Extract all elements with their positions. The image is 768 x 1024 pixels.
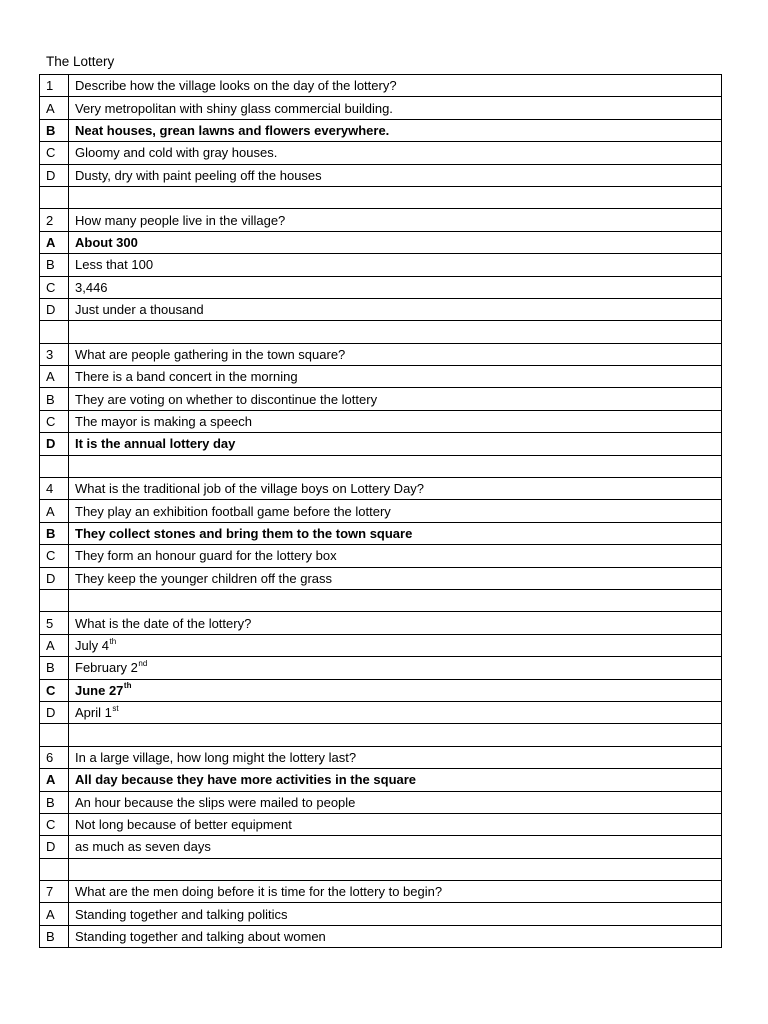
option-text: Just under a thousand [75,302,204,318]
option-text: It is the annual lottery day [75,436,236,452]
option-letter: D [40,164,69,186]
option-letter: C [40,813,69,835]
answer-option-row-correct [40,522,722,544]
question-text: What is the date of the lottery? [75,615,252,631]
option-text: Standing together and talking about women [75,929,326,945]
question-number: 4 [40,478,69,500]
option-text-cell [69,858,722,880]
option-text-cell [69,254,722,276]
option-text: Very metropolitan with shiny glass commercial building. [75,100,393,116]
option-letter: C [40,679,69,701]
spacer-row [40,455,722,477]
option-letter: A [40,634,69,656]
option-text: Dusty, dry with paint peeling off the houses [75,167,322,183]
answer-option-row [40,388,722,410]
option-letter [40,589,69,611]
option-text: April 1 [75,705,112,721]
option-text: There is a band concert in the morning [75,369,298,385]
answer-option-row-correct [40,231,722,253]
option-text-cell [69,925,722,947]
question-text-cell [69,746,722,768]
answer-option-row [40,903,722,925]
option-text-cell [69,186,722,208]
option-text-cell [69,903,722,925]
option-text: An hour because the slips were mailed to people [75,794,356,810]
option-letter [40,321,69,343]
answer-option-row-correct [40,679,722,701]
ordinal-suffix: th [123,681,132,691]
option-text: The mayor is making a speech [75,414,253,430]
question-text: In a large village, how long might the lottery last? [75,749,357,765]
option-text: July 4 [75,637,109,653]
question-row [40,343,722,365]
option-text: All day because they have more activities in the square [75,772,417,788]
answer-option-row [40,276,722,298]
spacer-row [40,858,722,880]
question-row [40,75,722,97]
question-row [40,746,722,768]
option-text-cell [69,567,722,589]
question-row [40,209,722,231]
option-letter: C [40,545,69,567]
question-text-cell [69,612,722,634]
option-letter: D [40,567,69,589]
question-text: How many people live in the village? [75,212,286,228]
question-row [40,478,722,500]
answer-option-row [40,545,722,567]
option-text: 3,446 [75,279,108,295]
option-text-cell [69,276,722,298]
option-text-cell [69,410,722,432]
option-letter: B [40,254,69,276]
option-text: Less that 100 [75,257,154,273]
option-text-cell [69,813,722,835]
option-text-cell [69,366,722,388]
quiz-table [39,74,722,948]
option-text-cell [69,433,722,455]
ordinal-suffix: st [112,703,119,713]
option-letter [40,186,69,208]
option-letter: C [40,410,69,432]
question-text: What are the men doing before it is time for the lottery to begin? [75,884,443,900]
option-letter: A [40,366,69,388]
option-text-cell [69,769,722,791]
question-number: 6 [40,746,69,768]
answer-option-row [40,410,722,432]
spacer-row [40,589,722,611]
option-letter: B [40,119,69,141]
spacer-row [40,321,722,343]
answer-option-row [40,97,722,119]
option-text-cell [69,164,722,186]
answer-option-row-correct [40,119,722,141]
option-text: They collect stones and bring them to the town square [75,526,413,541]
answer-option-row [40,657,722,679]
answer-option-row [40,791,722,813]
option-text-cell [69,724,722,746]
option-letter: A [40,231,69,253]
option-text-cell [69,791,722,813]
question-text: What are people gathering in the town square? [75,346,346,362]
question-number: 5 [40,612,69,634]
option-text: Not long because of better equipment [75,817,292,833]
option-letter: B [40,657,69,679]
option-text-cell [69,701,722,723]
question-text-cell [69,75,722,97]
option-text-cell [69,500,722,522]
answer-option-row [40,142,722,164]
option-letter: D [40,836,69,858]
spacer-row [40,724,722,746]
option-letter: C [40,142,69,164]
option-letter: B [40,925,69,947]
question-text: What is the traditional job of the village boys on Lottery Day? [75,481,425,497]
answer-option-row-correct [40,769,722,791]
option-letter: A [40,500,69,522]
question-text-cell [69,478,722,500]
answer-option-row [40,813,722,835]
spacer-row [40,186,722,208]
option-text-cell [69,522,722,544]
answer-option-row [40,701,722,723]
option-letter: B [40,388,69,410]
option-letter: A [40,769,69,791]
option-text-cell [69,836,722,858]
option-text-cell [69,589,722,611]
ordinal-suffix: th [109,636,117,646]
ordinal-suffix: nd [138,659,148,669]
option-letter: D [40,298,69,320]
option-letter: C [40,276,69,298]
question-text-cell [69,881,722,903]
option-text: as much as seven days [75,839,211,855]
option-letter: A [40,97,69,119]
question-text-cell [69,209,722,231]
option-text: They are voting on whether to discontinue the lottery [75,391,378,407]
option-text: About 300 [75,234,138,250]
option-text: Neat houses, grean lawns and flowers everywhere. [75,122,390,138]
option-text-cell [69,679,722,701]
option-letter [40,858,69,880]
option-letter: B [40,791,69,813]
answer-option-row [40,634,722,656]
option-text-cell [69,388,722,410]
answer-option-row-correct [40,433,722,455]
answer-option-row [40,298,722,320]
question-text-cell [69,343,722,365]
option-text: Standing together and talking politics [75,906,288,922]
answer-option-row [40,164,722,186]
option-text-cell [69,119,722,141]
option-text-cell [69,455,722,477]
option-text: June 27 [75,682,124,698]
option-letter [40,724,69,746]
question-number: 2 [40,209,69,231]
option-letter: B [40,522,69,544]
option-text-cell [69,142,722,164]
option-letter: D [40,433,69,455]
answer-option-row [40,254,722,276]
question-row [40,881,722,903]
option-text-cell [69,634,722,656]
quiz-table-body [40,75,722,948]
answer-option-row [40,567,722,589]
option-text: Gloomy and cold with gray houses. [75,145,278,161]
question-number: 1 [40,75,69,97]
option-text-cell [69,545,722,567]
option-text: February 2 [75,660,138,676]
option-text-cell [69,97,722,119]
question-row [40,612,722,634]
option-text: They keep the younger children off the grass [75,570,333,586]
answer-option-row [40,925,722,947]
question-text: Describe how the village looks on the day of the lottery? [75,78,397,94]
question-number: 7 [40,881,69,903]
answer-option-row [40,836,722,858]
option-text-cell [69,298,722,320]
option-text: They play an exhibition football game before the lottery [75,503,391,519]
answer-option-row [40,366,722,388]
option-text-cell [69,657,722,679]
option-text: They form an honour guard for the lottery box [75,548,337,564]
answer-option-row [40,500,722,522]
option-text-cell [69,321,722,343]
option-letter: D [40,701,69,723]
option-letter [40,455,69,477]
option-text-cell [69,231,722,253]
question-number: 3 [40,343,69,365]
option-letter: A [40,903,69,925]
document-title: The Lottery [46,54,115,69]
